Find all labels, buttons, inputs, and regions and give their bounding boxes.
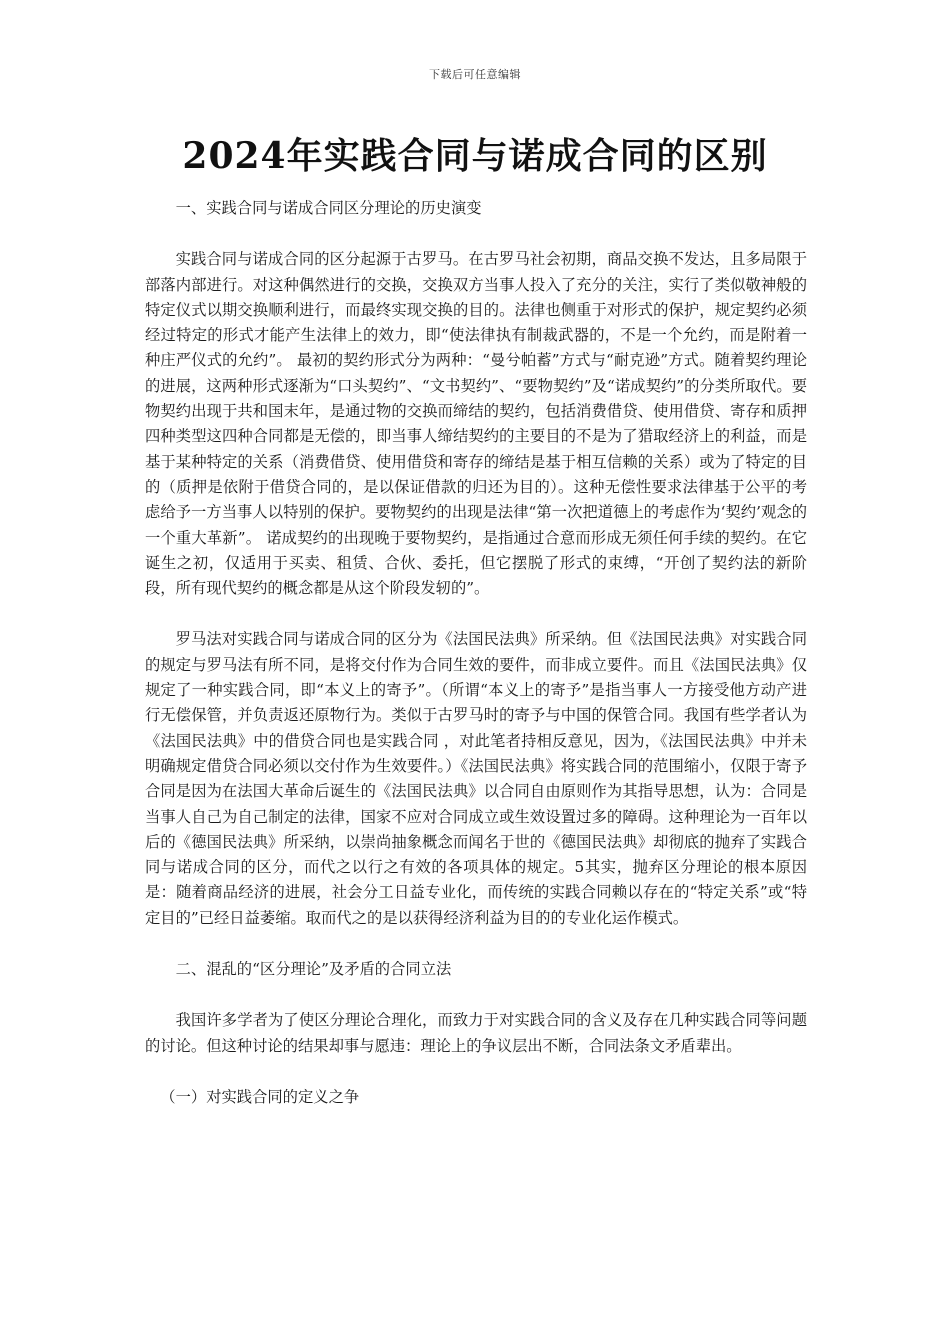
body-paragraph-1: 实践合同与诺成合同的区分起源于古罗马。在古罗马社会初期，商品交换不发达，且多局限于部落内部进行。对这种偶然进行的交换，交换双方当事人投入了充分的关注，实行了类似敬神般的特定仪式以期交换顺利进行，而最终实现交换的目的。法律也侧重于对形式的保护，规定契约必须经过特定的形式才能产生法律上的效力，即“使法律执有制裁武器的，不是一个允约，而是附着一种庄严仪式的允约”。 最初的契约形式分为两种：“曼兮帕蓄”方式与“耐克逊”方式。随着契约理论的进展，这两种形式逐渐为“口头契约”、“文书契约”、“要物契约”及“诺成契约”的分类所取代。要物契约出现于共和国末年，是通过物的交换而缔结的契约，包括消费借贷、使用借贷、寄存和质押四种类型这四种合同都是无偿的，即当事人缔结契约的主要目的不是为了猎取经济上的利益，而是基于某种特定的关系（消费借贷、使用借贷和寄存的缔结是基于相互信赖的关系）或为了特定的目的（质押是依附于借贷合同的，是以保证借款的归还为目的）。这种无偿性要求法律基于公平的考虑给予一方当事人以特别的保护。要物契约的出现是法律“第一次把道德上的考虑作为‘契约’观念的一个重大革新”。 诺成契约的出现晚于要物契约，是指通过合意而形成无须任何手续的契约。在它诞生之初，仅适用于买卖、租赁、合伙、委托，但它摆脱了形式的束缚，“开创了契约法的新阶段，所有现代契约的概念都是从这个阶段发轫的”。	[145, 250, 807, 598]
subsection-heading-1: （一）对实践合同的定义之争	[160, 1087, 360, 1106]
paragraph-spacer	[145, 982, 807, 1008]
paragraph-spacer	[145, 931, 807, 957]
body-paragraph-2: 罗马法对实践合同与诺成合同的区分为《法国民法典》所采纳。但《法国民法典》对实践合同的规定与罗马法有所不同，是将交付作为合同生效的要件，而非成立要件。而且《法国民法典》仅规定了一种实践合同，即“本义上的寄予”。（所谓“本义上的寄予”是指当事人一方接受他方动产进行无偿保管，并负责返还原物行为。类似于古罗马时的寄予与中国的保管合同。我国有些学者认为《法国民法典》中的借贷合同也是实践合同 ，对此笔者持相反意见，因为，《法国民法典》中并未明确规定借贷合同必须以交付作为生效要件。）《法国民法典》将实践合同的范围缩小，仅限于寄予合同是因为在法国大革命后诞生的《法国民法典》以合同自由原则作为其指导思想，认为：合同是当事人自己为自己制定的法律，国家不应对合同成立或生效设置过多的障碍。这种理论为一百年以后的《德国民法典》所采纳，以崇尚抽象概念而闻名于世的《德国民法典》却彻底的抛弃了实践合同与诺成合同的区分，而代之以行之有效的各项具体的规定。5其实，抛弃区分理论的根本原因是：随着商品经济的进展，社会分工日益专业化，而传统的实践合同赖以存在的“特定关系”或“特定目的”已经日益萎缩。取而代之的是以获得经济利益为目的的专业化运作模式。	[145, 630, 807, 927]
section-heading-1: 一、实践合同与诺成合同区分理论的历史演变	[175, 199, 482, 217]
document-title: 2024年实践合同与诺成合同的区别	[182, 135, 768, 177]
paragraph-spacer	[145, 601, 807, 627]
body-paragraph-3: 我国许多学者为了使区分理论合理化，而致力于对实践合同的含义及存在几种实践合同等问题的讨论。但这种讨论的结果却事与愿违：理论上的争议层出不断，合同法条文矛盾辈出。	[145, 1011, 807, 1055]
paragraph-spacer	[145, 1059, 807, 1085]
header-note: 下载后可任意编辑	[429, 68, 521, 81]
document-body	[145, 196, 807, 1110]
section-heading-2: 二、混乱的“区分理论”及矛盾的合同立法	[175, 960, 452, 979]
paragraph-spacer	[145, 221, 807, 247]
